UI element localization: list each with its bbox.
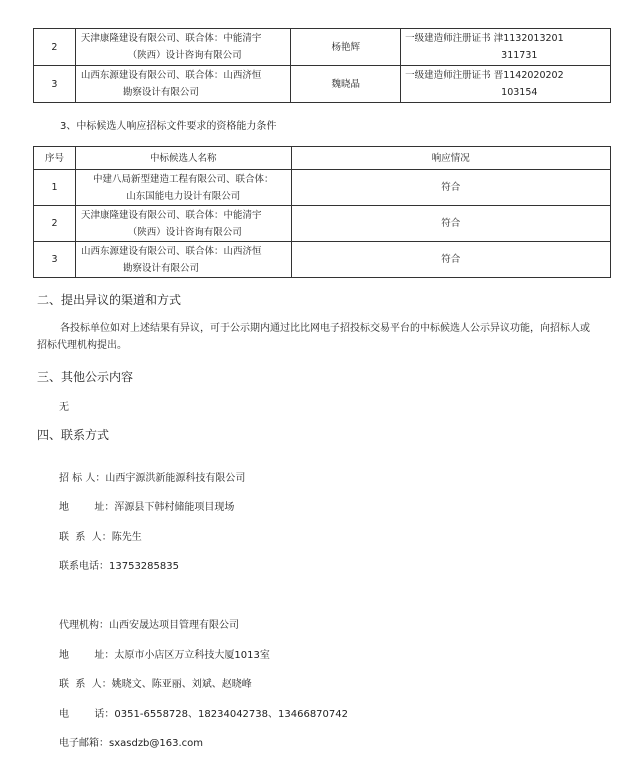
candidate-name: 天津康隆建设有限公司、联合体：中能清宇 （陕西）设计咨询有限公司 [75,206,291,242]
table-row [34,29,611,66]
certificate: 一级建造师注册证书 津1132013201 311731 [401,29,611,66]
qualification-table [33,146,611,278]
candidate-name: 天津康隆建设有限公司、联合体：中能清宇 （陕西）设计咨询有限公司 [75,29,291,66]
agency-name: 代理机构：山西安晟达项目管理有限公司 [59,620,239,631]
candidate-name: 山西东源建设有限公司、联合体：山西济恒 勘察设计有限公司 [75,66,291,103]
result: 符合 [291,242,610,278]
tenderer-phone: 联系电话：13753285835 [59,561,179,572]
table-row [34,206,611,242]
row-number: 3 [34,66,76,103]
table-header-row [34,147,611,170]
header-result: 响应情况 [291,147,610,170]
agency-address: 地 址：太原市小店区万立科技大厦1013室 [59,650,270,661]
other-content: 无 [59,402,69,413]
qualification-subtitle: 3、中标候选人响应招标文件要求的资格能力条件 [60,121,277,132]
section-contact-title: 四、联系方式 [37,428,110,442]
agency-email[interactable]: 电子邮箱：sxasdzb@163.com [59,738,204,749]
table-row [34,66,611,103]
result: 符合 [291,206,610,242]
row-number: 3 [34,242,76,278]
header-no: 序号 [34,147,76,170]
personnel-table [33,28,611,103]
tenderer-address: 地 址：浑源县下韩村储能项目现场 [59,502,235,513]
tenderer-contact: 联 系 人：陈先生 [59,532,142,543]
certificate: 一级建造师注册证书 晋1142020202 103154 [401,66,611,103]
agency-phone: 电 话：0351-6558728、18234042738、13466870742 [59,709,348,720]
section-objection-title: 二、提出异议的渠道和方式 [37,293,182,307]
candidate-name: 中建八局新型建造工程有限公司、联合体： 山东国能电力设计有限公司 [75,170,291,206]
candidate-name: 山西东源建设有限公司、联合体：山西济恒 勘察设计有限公司 [75,242,291,278]
header-name: 中标候选人名称 [75,147,291,170]
table-row [34,242,611,278]
row-number: 2 [34,206,76,242]
agency-contact: 联 系 人：姚晓文、陈亚丽、刘斌、赵晓峰 [59,679,252,690]
table-row [34,170,611,206]
person-name: 魏晓晶 [291,66,401,103]
person-name: 杨艳辉 [291,29,401,66]
objection-paragraph: 各投标单位如对上述结果有异议，可于公示期内通过比比网电子招投标交易平台的中标候选人公示异议功能，向招标人或招标代理机构提出。 [37,323,590,351]
section-other-title: 三、其他公示内容 [37,370,134,384]
result: 符合 [291,170,610,206]
tenderer-name: 招 标 人：山西宇源洪新能源科技有限公司 [59,473,246,484]
row-number: 1 [34,170,76,206]
row-number: 2 [34,29,76,66]
